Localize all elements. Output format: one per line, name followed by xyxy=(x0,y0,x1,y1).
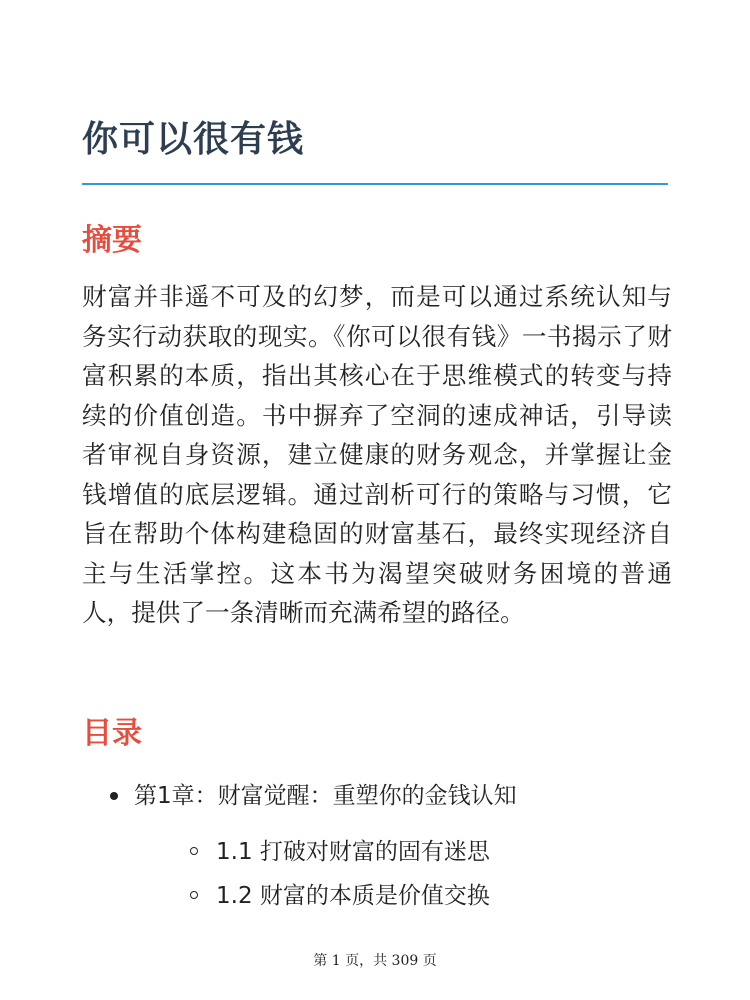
bullet-circle-icon xyxy=(190,891,198,899)
toc-section-1-1[interactable] xyxy=(188,832,666,872)
page-indicator: 第 1 页，共 309 页 xyxy=(313,953,437,969)
bullet-circle-icon xyxy=(190,847,198,855)
abstract-heading: 摘要 xyxy=(82,223,142,258)
toc-heading: 目录 xyxy=(82,716,142,751)
toc-section-label[interactable]: 1.2 财富的本质是价值交换 xyxy=(216,883,490,909)
toc-chapter-label[interactable]: 第1章：财富觉醒：重塑你的金钱认知 xyxy=(134,783,517,809)
page-title: 你可以很有钱 xyxy=(82,119,305,160)
table-of-contents xyxy=(106,776,666,920)
abstract-paragraph: 财富并非遥不可及的幻梦，而是可以通过系统认知与务实行动获取的现实。《你可以很有钱》一书揭示了财富积累的本质，指出其核心在于思维模式的转变与持续的价值创造。书中摒弃了空洞的速成神话，引导读者审视自身资源，建立健康的财务观念，并掌握让金钱增值的底层逻辑。通过剖析可行的策略与习惯，它旨在帮助个体构建稳固的财富基石，最终实现经济自主与生活掌控。这本书为渴望突破财务困境的普通人，提供了一条清晰而充满希望的路径。 xyxy=(82,282,672,627)
toc-sections-list xyxy=(134,832,666,916)
toc-section-label[interactable]: 1.1 打破对财富的固有迷思 xyxy=(216,839,490,865)
title-divider xyxy=(82,183,668,185)
toc-chapter-1[interactable] xyxy=(106,776,666,916)
toc-section-1-2[interactable] xyxy=(188,876,666,916)
bullet-dot-icon xyxy=(110,792,118,800)
